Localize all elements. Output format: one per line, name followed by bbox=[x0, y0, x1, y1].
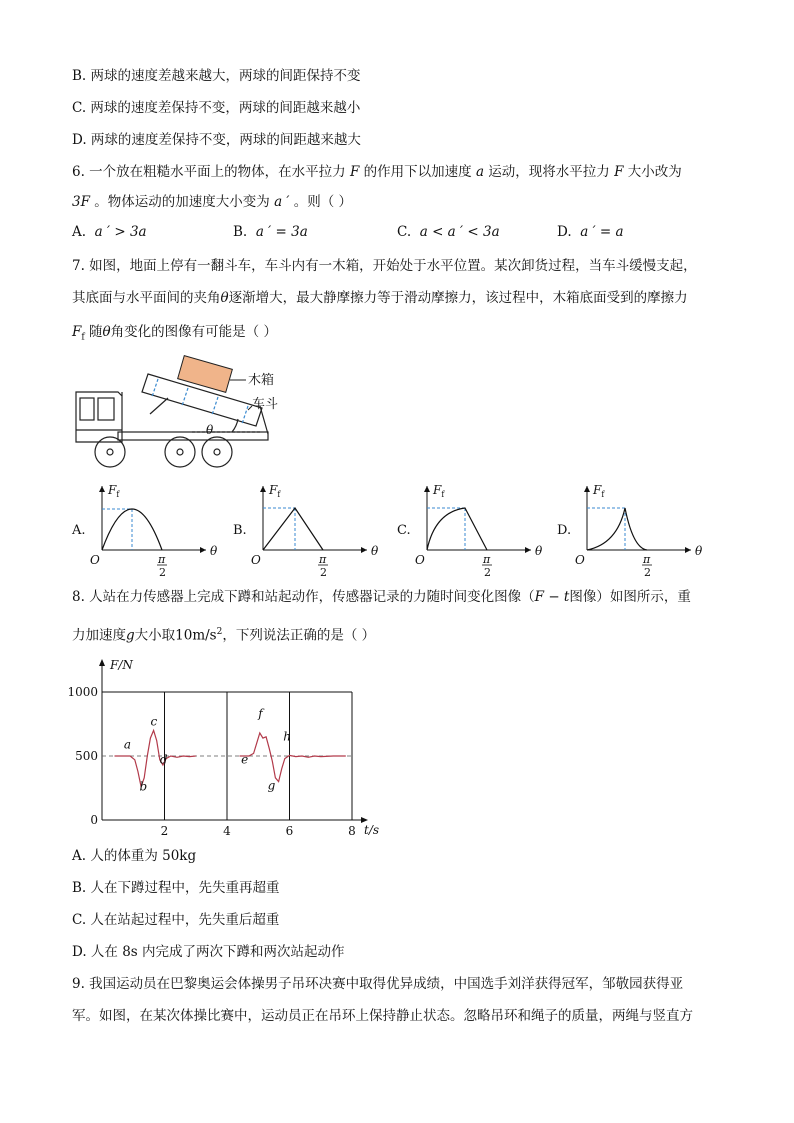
y-arrow bbox=[99, 659, 105, 666]
y-label: $F_f$ bbox=[593, 483, 605, 499]
point-label-e: e bbox=[241, 752, 249, 767]
ff-curve bbox=[587, 508, 647, 550]
y-axis-label: F/N bbox=[110, 658, 133, 672]
q6-option-c: C. a < a ′ < 3a bbox=[397, 224, 500, 240]
ff-theta-graph-b bbox=[233, 478, 383, 578]
ff-curve bbox=[427, 508, 487, 550]
wheel bbox=[202, 437, 232, 467]
q8-option-b: B. 人在下蹲过程中，先失重再超重 bbox=[72, 880, 280, 896]
q7-stem-line3: $F_f$ 随θ角变化的图像有可能是（ ） bbox=[72, 324, 277, 343]
x-label: θ bbox=[210, 544, 218, 558]
q5-option-c: C. 两球的速度差保持不变，两球的间距越来越小 bbox=[72, 100, 361, 116]
q6-option-b: B. a ′ = 3a bbox=[233, 224, 308, 240]
x-label: θ bbox=[371, 544, 379, 558]
x-label: θ bbox=[535, 544, 543, 558]
x-arrow bbox=[525, 547, 531, 553]
q9-stem-line2: 军。如图，在某次体操比赛中，运动员正在吊环上保持静止状态。忽略吊环和绳子的质量，两绳与竖直方 bbox=[72, 1008, 693, 1024]
point-label-g: g bbox=[267, 778, 276, 793]
y-label: $F_f$ bbox=[433, 483, 445, 499]
q6-option-a: A. a ′ > 3a bbox=[72, 224, 147, 240]
origin-label: O bbox=[251, 553, 261, 567]
y-arrow bbox=[260, 486, 266, 492]
tick-two: 2 bbox=[159, 566, 166, 579]
origin-label: O bbox=[90, 553, 100, 567]
tick-pi: π bbox=[319, 553, 327, 566]
x-tick-label: 2 bbox=[160, 824, 169, 838]
label-box: 木箱 bbox=[248, 373, 275, 388]
q7-stem-line1: 7. 如图，地面上停有一翻斗车，车斗内有一木箱，开始处于水平位置。某次卸货过程，当车斗缓慢支起， bbox=[72, 258, 697, 274]
truck-cab bbox=[76, 392, 122, 442]
y-label: $F_f$ bbox=[108, 483, 120, 499]
point-label-c: c bbox=[150, 714, 158, 729]
q7-stem-line2: 其底面与水平面间的夹角θ逐渐增大，最大静摩擦力等于滑动摩擦力，该过程中，木箱底面受到的摩擦力 bbox=[72, 290, 688, 306]
graph-label: D. bbox=[557, 523, 572, 538]
x-tick-label: 6 bbox=[285, 824, 294, 838]
point-label-d: d bbox=[159, 752, 168, 767]
tick-pi: π bbox=[158, 553, 166, 566]
x-arrow bbox=[685, 547, 691, 553]
tick-pi: π bbox=[643, 553, 651, 566]
label-theta: θ bbox=[206, 423, 214, 437]
ff-theta-graph-c bbox=[397, 478, 547, 578]
origin-label: O bbox=[575, 553, 585, 567]
graph-label: A. bbox=[72, 523, 86, 538]
y-tick-label: 0 bbox=[90, 813, 98, 827]
ff-curve bbox=[263, 508, 323, 550]
point-label-h: h bbox=[283, 729, 291, 744]
x-tick-label: 8 bbox=[348, 824, 356, 838]
wheel bbox=[165, 437, 195, 467]
tick-pi: π bbox=[483, 553, 491, 566]
q8-option-c: C. 人在站起过程中，先失重后超重 bbox=[72, 912, 280, 928]
x-axis-label: t/s bbox=[364, 823, 380, 837]
q8-stem-line2: 力加速度g大小取$10m/s^2$，下列说法正确的是（ ） bbox=[72, 627, 376, 644]
force-series-2 bbox=[240, 733, 346, 782]
tick-two: 2 bbox=[644, 566, 651, 579]
y-arrow bbox=[584, 486, 590, 492]
y-tick-label: 500 bbox=[75, 749, 98, 763]
x-arrow bbox=[200, 547, 206, 553]
y-arrow bbox=[99, 486, 105, 492]
q5-option-b: B. 两球的速度差越来越大，两球的间距保持不变 bbox=[72, 68, 361, 84]
graph-label: C. bbox=[397, 523, 411, 538]
wooden-box bbox=[178, 356, 233, 393]
tick-two: 2 bbox=[484, 566, 491, 579]
q8-option-a: A. 人的体重为 50kg bbox=[72, 848, 197, 864]
q6-options bbox=[0, 224, 794, 244]
point-label-a: a bbox=[123, 737, 132, 752]
x-tick-label: 4 bbox=[223, 824, 231, 838]
dump-truck-figure bbox=[72, 352, 282, 472]
q8-stem-line1: 8. 人站在力传感器上完成下蹲和站起动作，传感器记录的力随时间变化图像（F − t图像）如图所示，重 bbox=[72, 589, 691, 605]
y-arrow bbox=[424, 486, 430, 492]
q5-option-d: D. 两球的速度差保持不变，两球的间距越来越大 bbox=[72, 132, 361, 148]
ff-theta-graph-d bbox=[557, 478, 707, 578]
q8-option-d: D. 人在 8s 内完成了两次下蹲和两次站起动作 bbox=[72, 944, 345, 960]
tick-two: 2 bbox=[320, 566, 327, 579]
force-time-chart bbox=[67, 655, 380, 840]
point-label-b: b bbox=[139, 779, 148, 794]
y-label: $F_f$ bbox=[269, 483, 281, 499]
point-label-f: f bbox=[258, 706, 263, 721]
x-arrow bbox=[361, 547, 367, 553]
y-tick-label: 1000 bbox=[67, 685, 98, 699]
x-label: θ bbox=[695, 544, 703, 558]
q9-stem-line1: 9. 我国运动员在巴黎奥运会体操男子吊环决赛中取得优异成绩，中国选手刘洋获得冠军，邹敬园获得亚 bbox=[72, 976, 684, 992]
label-bed: 车斗 bbox=[252, 397, 279, 412]
ff-theta-graph-a bbox=[72, 478, 222, 578]
q6-option-d: D. a ′ = a bbox=[557, 224, 624, 240]
q6-stem-line2: 3F 。物体运动的加速度大小变为 a ′ 。则（ ） bbox=[72, 194, 353, 210]
origin-label: O bbox=[415, 553, 425, 567]
q6-stem-line1: 6. 一个放在粗糙水平面上的物体，在水平拉力 F 的作用下以加速度 a 运动，现将水平拉力 F 大小改为 bbox=[72, 164, 682, 180]
graph-label: B. bbox=[233, 523, 247, 538]
